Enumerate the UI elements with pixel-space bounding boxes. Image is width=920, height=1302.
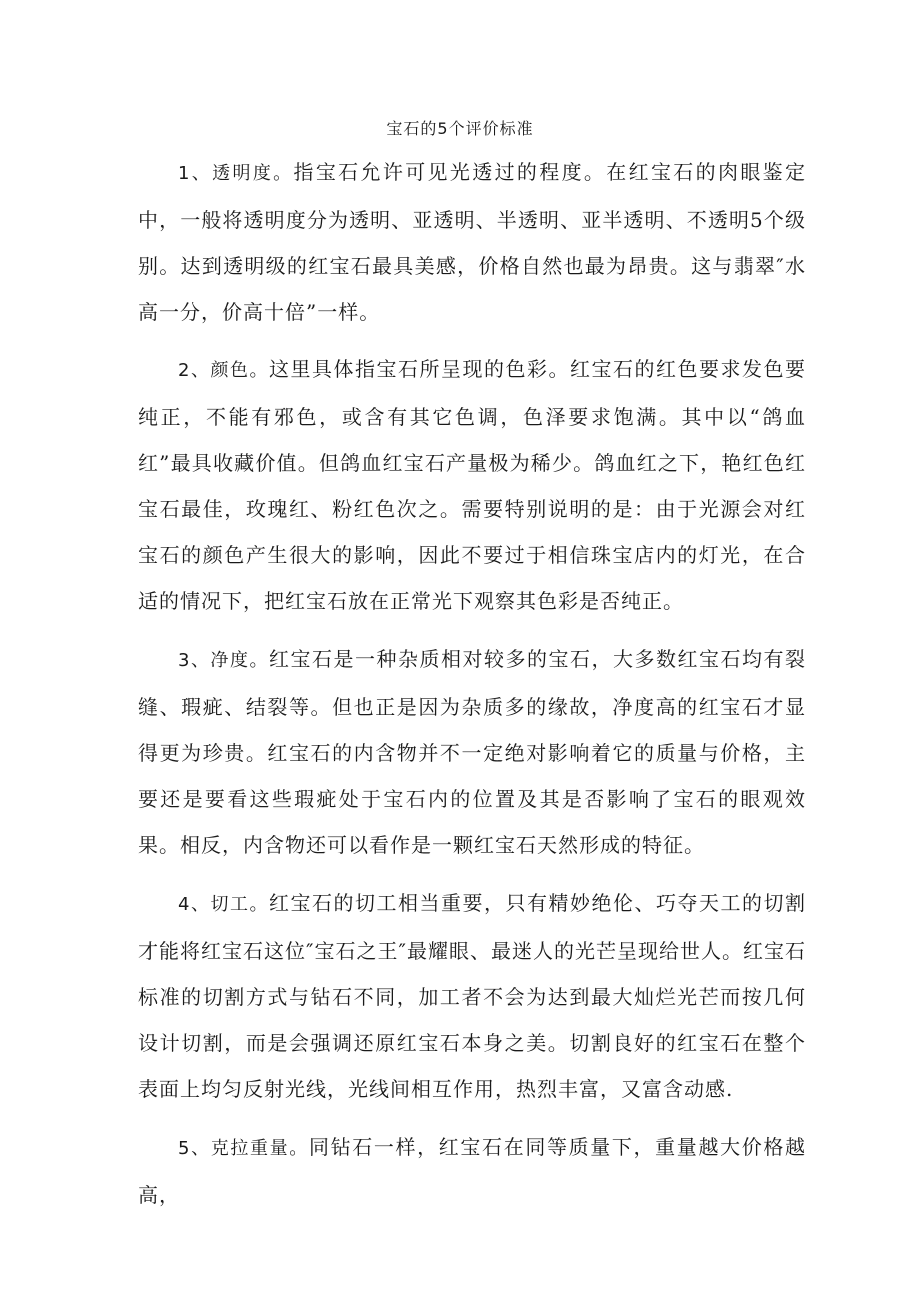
- section-heading: 5、克拉重量。: [178, 1138, 309, 1159]
- section-body: 同钻石一样，红宝石在同等质量下，重量越大价格越高，: [138, 1135, 807, 1207]
- section-carat-weight: [138, 1124, 806, 1218]
- document-title: 宝石的5个评价标准: [386, 119, 534, 138]
- section-heading: 2、颜色。: [178, 360, 269, 381]
- section-heading: 1、透明度。: [178, 163, 294, 184]
- section-body: 红宝石是一种杂质相对较多的宝石，大多数红宝石均有裂缝、瑕疵、结裂等。但也正是因为杂质多的缘故，净度高的红宝石才显得更为珍贵。红宝石的内含物并不一定绝对影响着它的质量与价格，主要还是要看这些瑕疵处于宝石内的位置及其是否影响了宝石的眼观效果。相反，内含物还可以看作是一颗红宝石天然形成的特征。: [138, 647, 807, 857]
- section-heading: 3、净度。: [178, 650, 269, 671]
- section-heading: 4、切工。: [178, 894, 269, 915]
- section-transparency: [138, 149, 806, 335]
- section-color: [138, 346, 806, 624]
- section-body: 指宝石允许可见光透过的程度。在红宝石的肉眼鉴定中，一般将透明度分为透明、亚透明、半透明、亚半透明、不透明5个级别。达到透明级的红宝石最具美感，价格自然也最为昂贵。这与翡翠″水高一分，价高十倍”一样。: [138, 160, 807, 324]
- section-clarity: [138, 636, 806, 868]
- section-cut: [138, 880, 806, 1112]
- section-body: 红宝石的切工相当重要，只有精妙绝伦、巧夺天工的切割才能将红宝石这位″宝石之王″最耀眼、最迷人的光芒呈现给世人。红宝石标准的切割方式与钻石不同，加工者不会为达到最大灿烂光芒而按几何设计切割，而是会强调还原红宝石本身之美。切割良好的红宝石在整个表面上均匀反射光线，光线间相互作用，热烈丰富，又富含动感.: [138, 891, 807, 1101]
- section-body: 这里具体指宝石所呈现的色彩。红宝石的红色要求发色要纯正，不能有邪色，或含有其它色调，色泽要求饱满。其中以“鸽血红”最具收藏价值。但鸽血红宝石产量极为稀少。鸽血红之下，艳红色红宝石最佳，玫瑰红、粉红色次之。需要特别说明的是：由于光源会对红宝石的颜色产生很大的影响，因此不要过于相信珠宝店内的灯光，在合适的情况下，把红宝石放在正常光下观察其色彩是否纯正。: [138, 357, 807, 613]
